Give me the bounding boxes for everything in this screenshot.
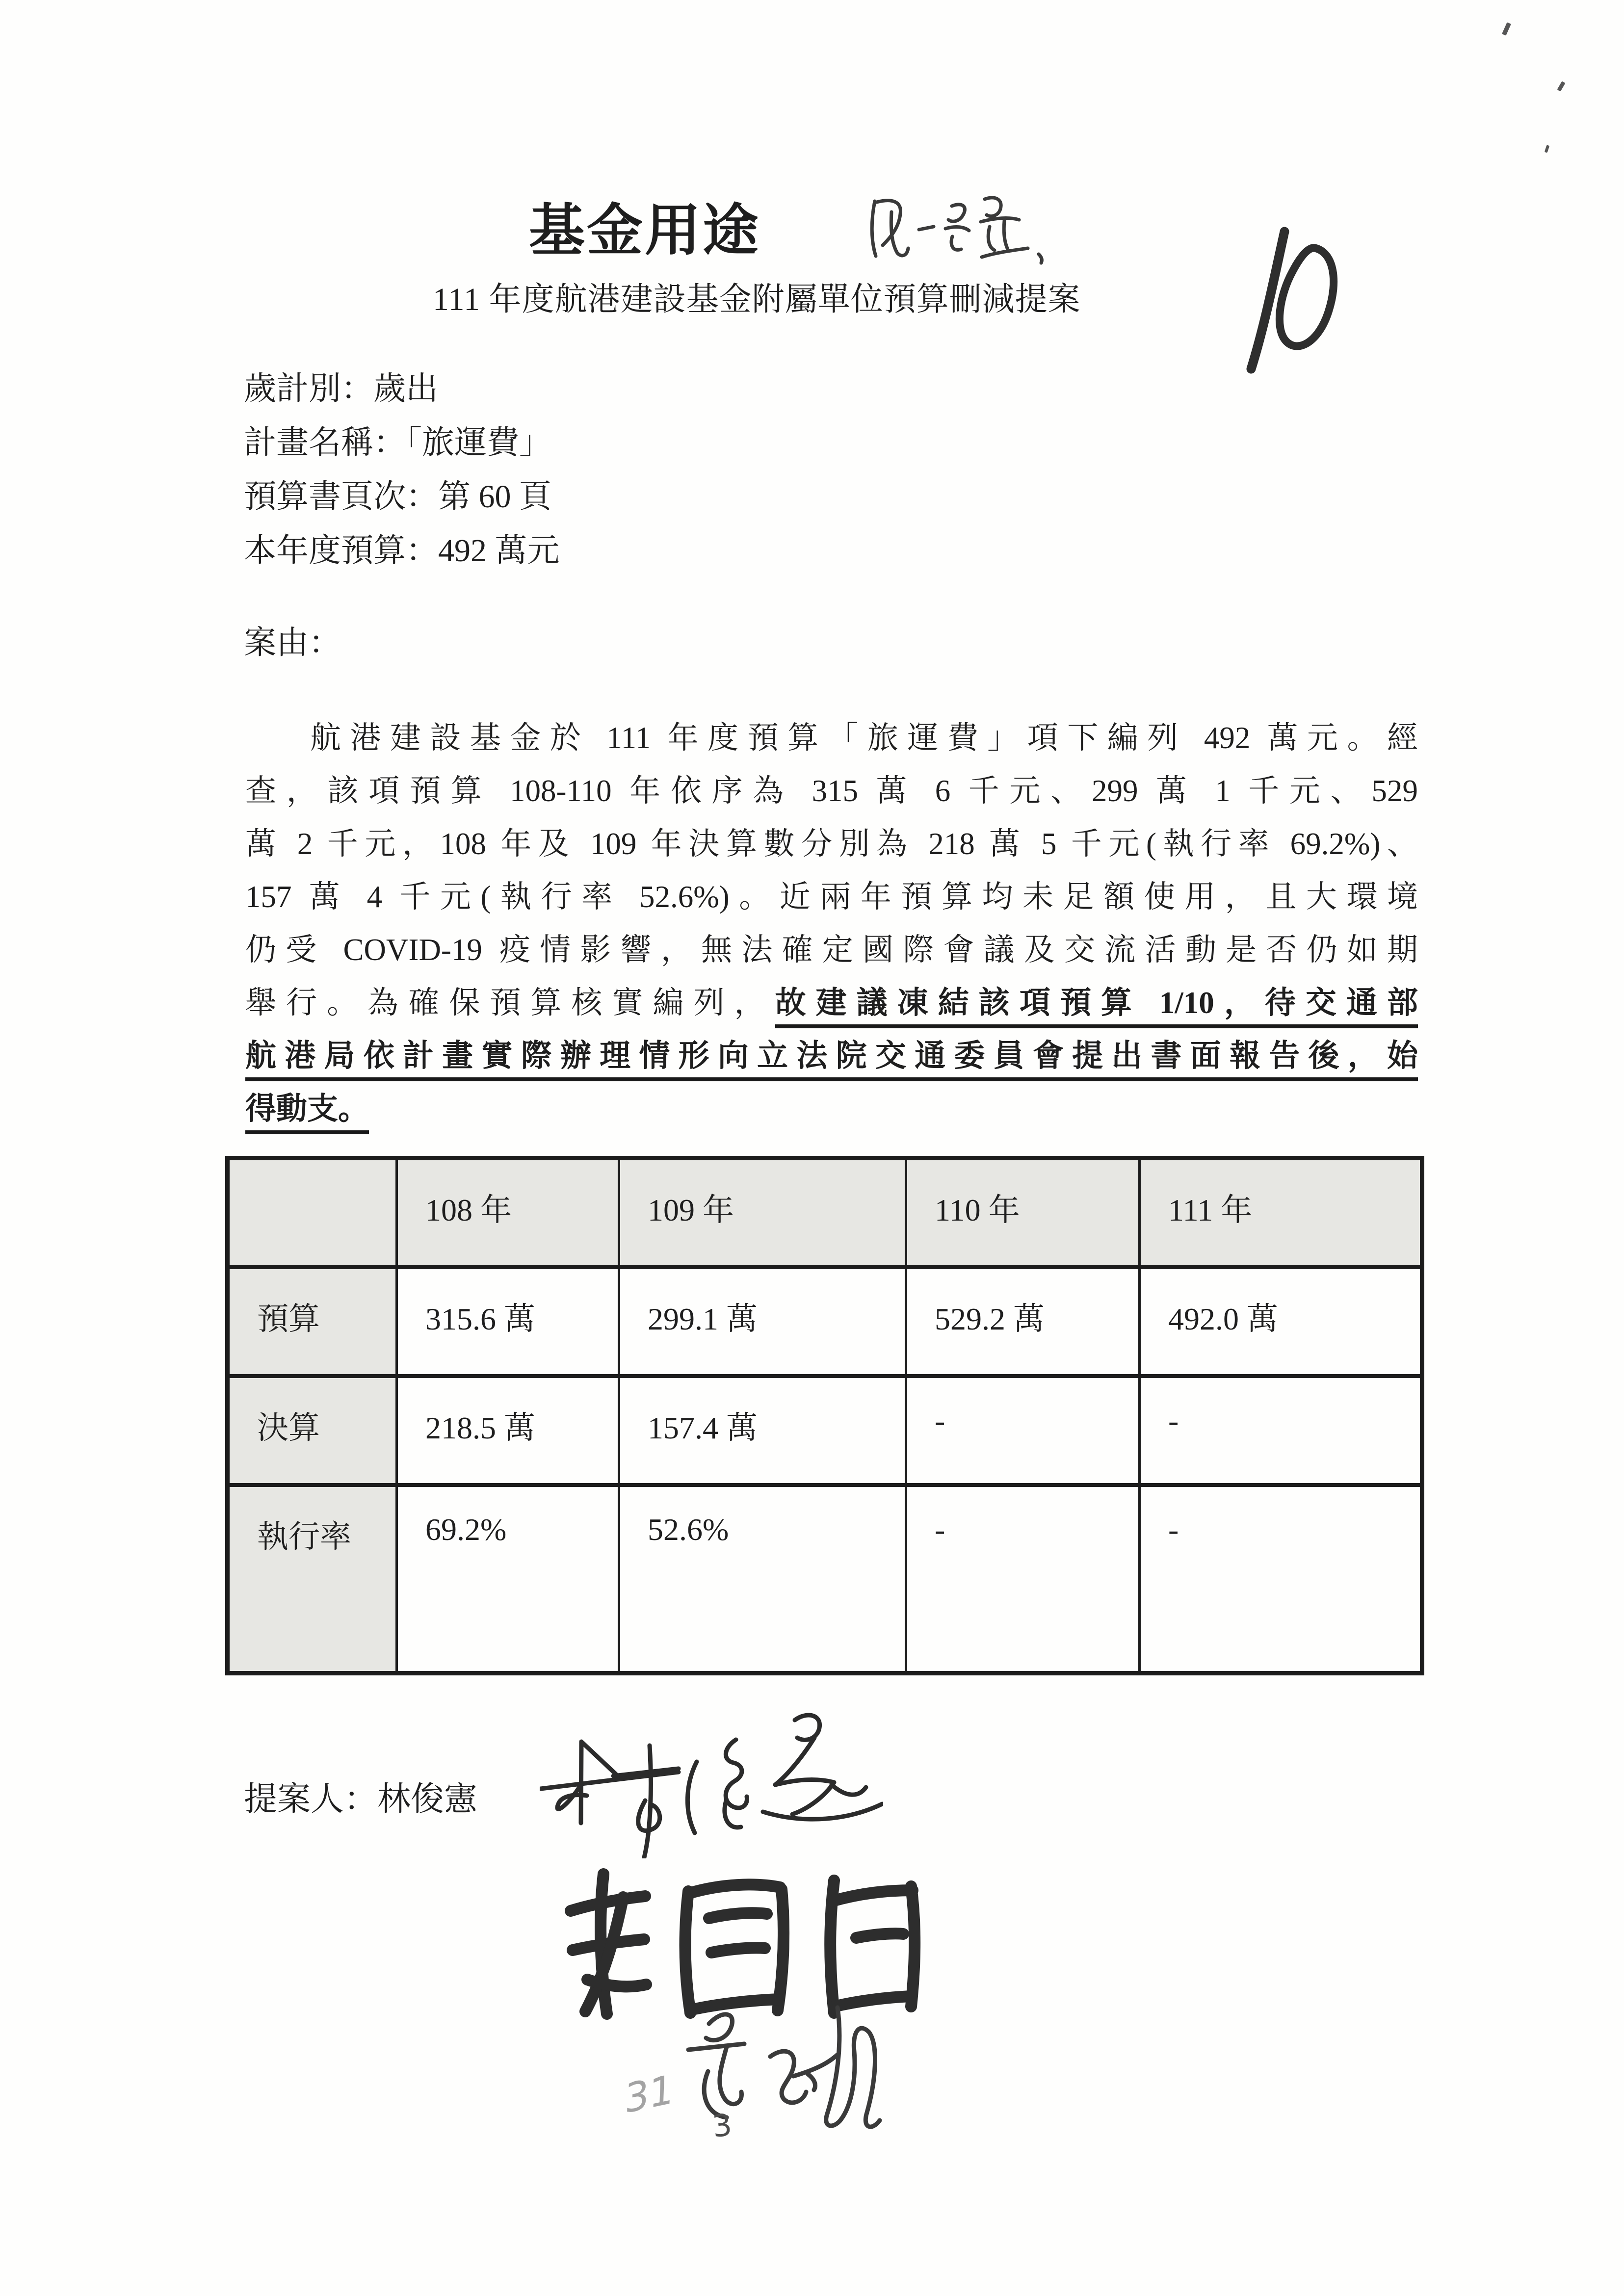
document-subtitle: 111 年度航港建設基金附屬單位預算刪減提案 xyxy=(433,282,1081,317)
table-cell: 529.2 萬 xyxy=(906,1267,1140,1376)
section-label-case-reason: 案由： xyxy=(244,625,341,661)
info-line-budget-class: 歲計別：歲出 xyxy=(244,371,438,407)
body-line xyxy=(245,765,1418,818)
table-cell: - xyxy=(1140,1485,1422,1673)
body-line xyxy=(245,1030,1418,1083)
body-text: 航港建設基金於 111 年度預算「旅運費」項下編列 492 萬元。經 xyxy=(310,721,1418,755)
table-cell: - xyxy=(906,1376,1140,1485)
row-label-cell: 決算 xyxy=(228,1376,397,1485)
table-cell: - xyxy=(1140,1376,1422,1485)
info-line-book-page: 預算書頁次：第 60 頁 xyxy=(244,479,551,515)
row-label-cell: 執行率 xyxy=(228,1485,397,1673)
table-row-budget xyxy=(228,1267,1422,1376)
table-header-cell: 109 年 xyxy=(619,1158,906,1267)
table-header-cell: 110 年 xyxy=(906,1158,1140,1267)
body-text: 萬 2 千元，108 年及 109 年決算數分別為 218 萬 5 千元(執行率 69.2%)、 xyxy=(245,827,1418,861)
body-line xyxy=(245,924,1418,977)
budget-table xyxy=(225,1156,1424,1675)
table-cell: 218.5 萬 xyxy=(397,1376,619,1485)
info-block xyxy=(244,362,560,578)
table-cell: 492.0 萬 xyxy=(1140,1267,1422,1376)
body-line xyxy=(245,1083,1418,1136)
info-line-plan-name: 計畫名稱：「旅運費」 xyxy=(244,425,551,461)
table-cell: 299.1 萬 xyxy=(619,1267,906,1376)
table-cell: 52.6% xyxy=(619,1485,906,1673)
proposer-line: 提案人：林俊憲 xyxy=(244,1780,478,1818)
table-row-final-accounts xyxy=(228,1376,1422,1485)
table-cell: 315.6 萬 xyxy=(397,1267,619,1376)
pencil-mark-31: 31 xyxy=(624,2065,675,2123)
page-title: 基金用途 xyxy=(529,200,761,262)
body-line xyxy=(245,977,1418,1030)
scan-speck xyxy=(1545,145,1549,153)
body-text: 舉行。為確保預算核實編列， xyxy=(245,986,775,1020)
table-header-cell: 111 年 xyxy=(1140,1158,1422,1267)
handwritten-title-annotation xyxy=(861,190,1052,276)
body-line xyxy=(245,871,1418,924)
pencil-mark-3: 3 xyxy=(710,2107,734,2144)
table-row-execution-rate xyxy=(228,1485,1422,1673)
table-cell: 69.2% xyxy=(397,1485,619,1673)
row-label-cell: 預算 xyxy=(228,1267,397,1376)
signature-chen-ou-po xyxy=(557,1862,935,2024)
table-corner-cell xyxy=(228,1158,397,1267)
body-line xyxy=(245,712,1418,765)
info-line-year-budget: 本年度預算：492 萬元 xyxy=(244,533,560,569)
body-text-emphasized: 航港局依計畫實際辦理情形向立法院交通委員會提出書面報告後，始 xyxy=(245,1039,1418,1081)
body-text-emphasized: 故建議凍結該項預算 1/10，待交通部 xyxy=(775,986,1418,1028)
handwritten-page-number xyxy=(1241,222,1352,379)
table-header-cell: 108 年 xyxy=(397,1158,619,1267)
signature-lin-chun-hsien xyxy=(540,1711,883,1858)
body-text: 157 萬 4 千元(執行率 52.6%)。近兩年預算均未足額使用，且大環境 xyxy=(245,880,1418,914)
body-text-emphasized: 得動支。 xyxy=(245,1092,369,1134)
table-header-row xyxy=(228,1158,1422,1267)
scan-speck xyxy=(1502,22,1511,35)
table-cell: 157.4 萬 xyxy=(619,1376,906,1485)
body-line xyxy=(245,818,1418,871)
table-cell: - xyxy=(906,1485,1140,1673)
body-paragraph xyxy=(245,712,1418,1136)
body-text: 查，該項預算 108-110 年依序為 315 萬 6 千元、299 萬 1 千元、529 xyxy=(245,774,1418,808)
scan-speck xyxy=(1557,81,1566,91)
body-text: 仍受 COVID-19 疫情影響，無法確定國際會議及交流活動是否仍如期 xyxy=(245,933,1418,967)
